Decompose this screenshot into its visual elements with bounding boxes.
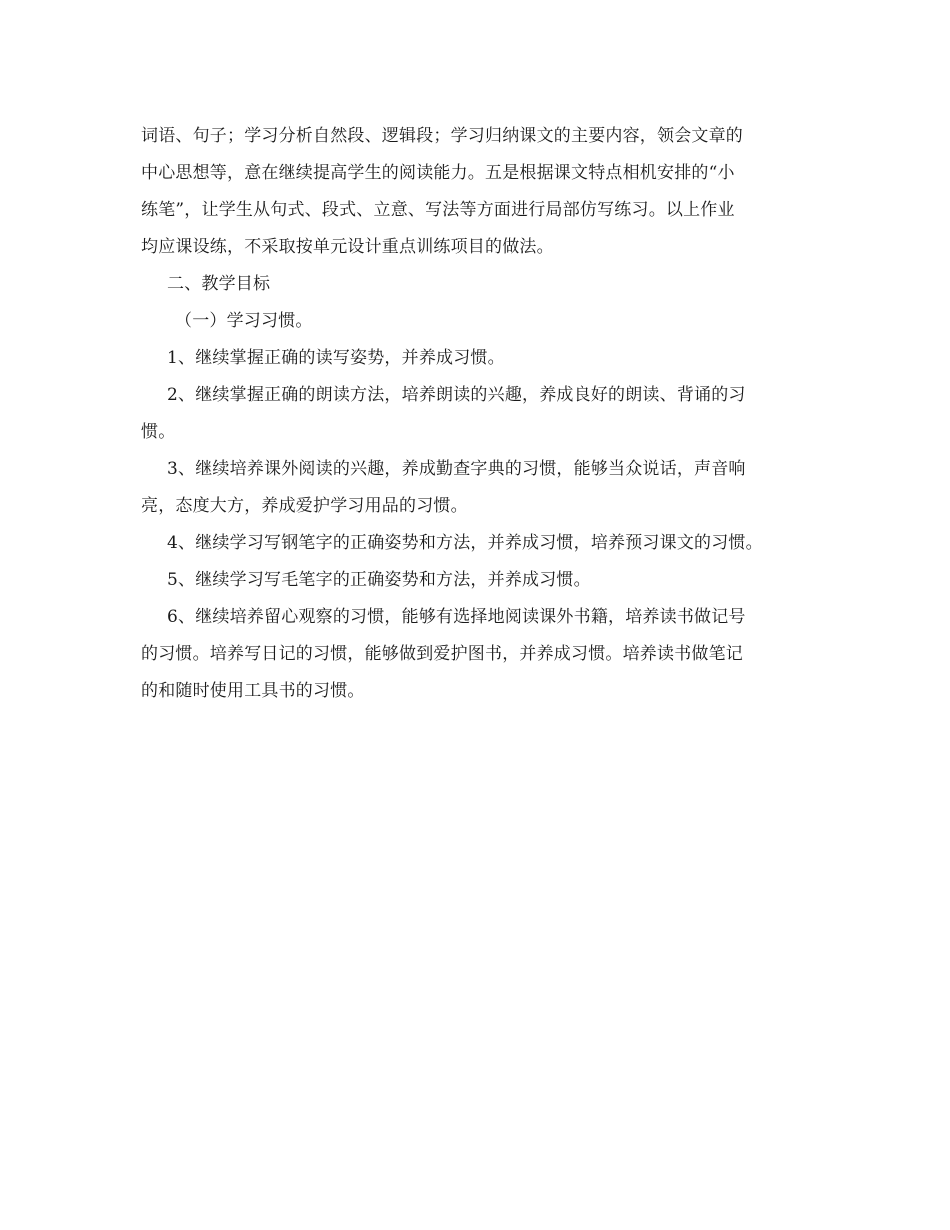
list-item-4: 4、继续学习写钢笔字的正确姿势和方法，并养成习惯，培养预习课文的习惯。 [167,533,763,553]
section-heading: 二、教学目标 [167,274,271,294]
list-item-3: 3、继续培养课外阅读的兴趣，养成勤查字典的习惯，能够当众说话，声音响 [167,459,746,479]
list-item-2: 2、继续掌握正确的朗读方法，培养朗读的兴趣，养成良好的朗读、背诵的习 [167,385,746,405]
list-item-6: 6、继续培养留心观察的习惯，能够有选择地阅读课外书籍，培养读书做记号 [167,607,746,627]
document-body [141,118,821,710]
paragraph-line-3: 练笔”，让学生从句式、段式、立意、写法等方面进行局部仿写练习。以上作业 [141,200,735,220]
list-item-1: 1、继续掌握正确的读写姿势，并养成习惯。 [167,348,505,368]
paragraph-line-2: 中心思想等，意在继续提高学生的阅读能力。五是根据课文特点相机安排的“小 [141,163,735,183]
list-item-2-continued: 惯。 [141,422,176,442]
list-item-6-continued-2: 的和随时使用工具书的习惯。 [141,681,365,701]
list-item-5: 5、继续学习写毛笔字的正确姿势和方法，并养成习惯。 [167,570,591,590]
subsection-heading: （一）学习习惯。 [175,311,313,331]
paragraph-line-1: 词语、句子；学习分析自然段、逻辑段；学习归纳课文的主要内容，领会文章的 [141,126,743,146]
paragraph-line-4: 均应课设练，不采取按单元设计重点训练项目的做法。 [141,237,554,257]
list-item-3-continued: 亮，态度大方，养成爱护学习用品的习惯。 [141,496,468,516]
list-item-6-continued-1: 的习惯。培养写日记的习惯，能够做到爱护图书，并养成习惯。培养读书做笔记 [141,644,743,664]
